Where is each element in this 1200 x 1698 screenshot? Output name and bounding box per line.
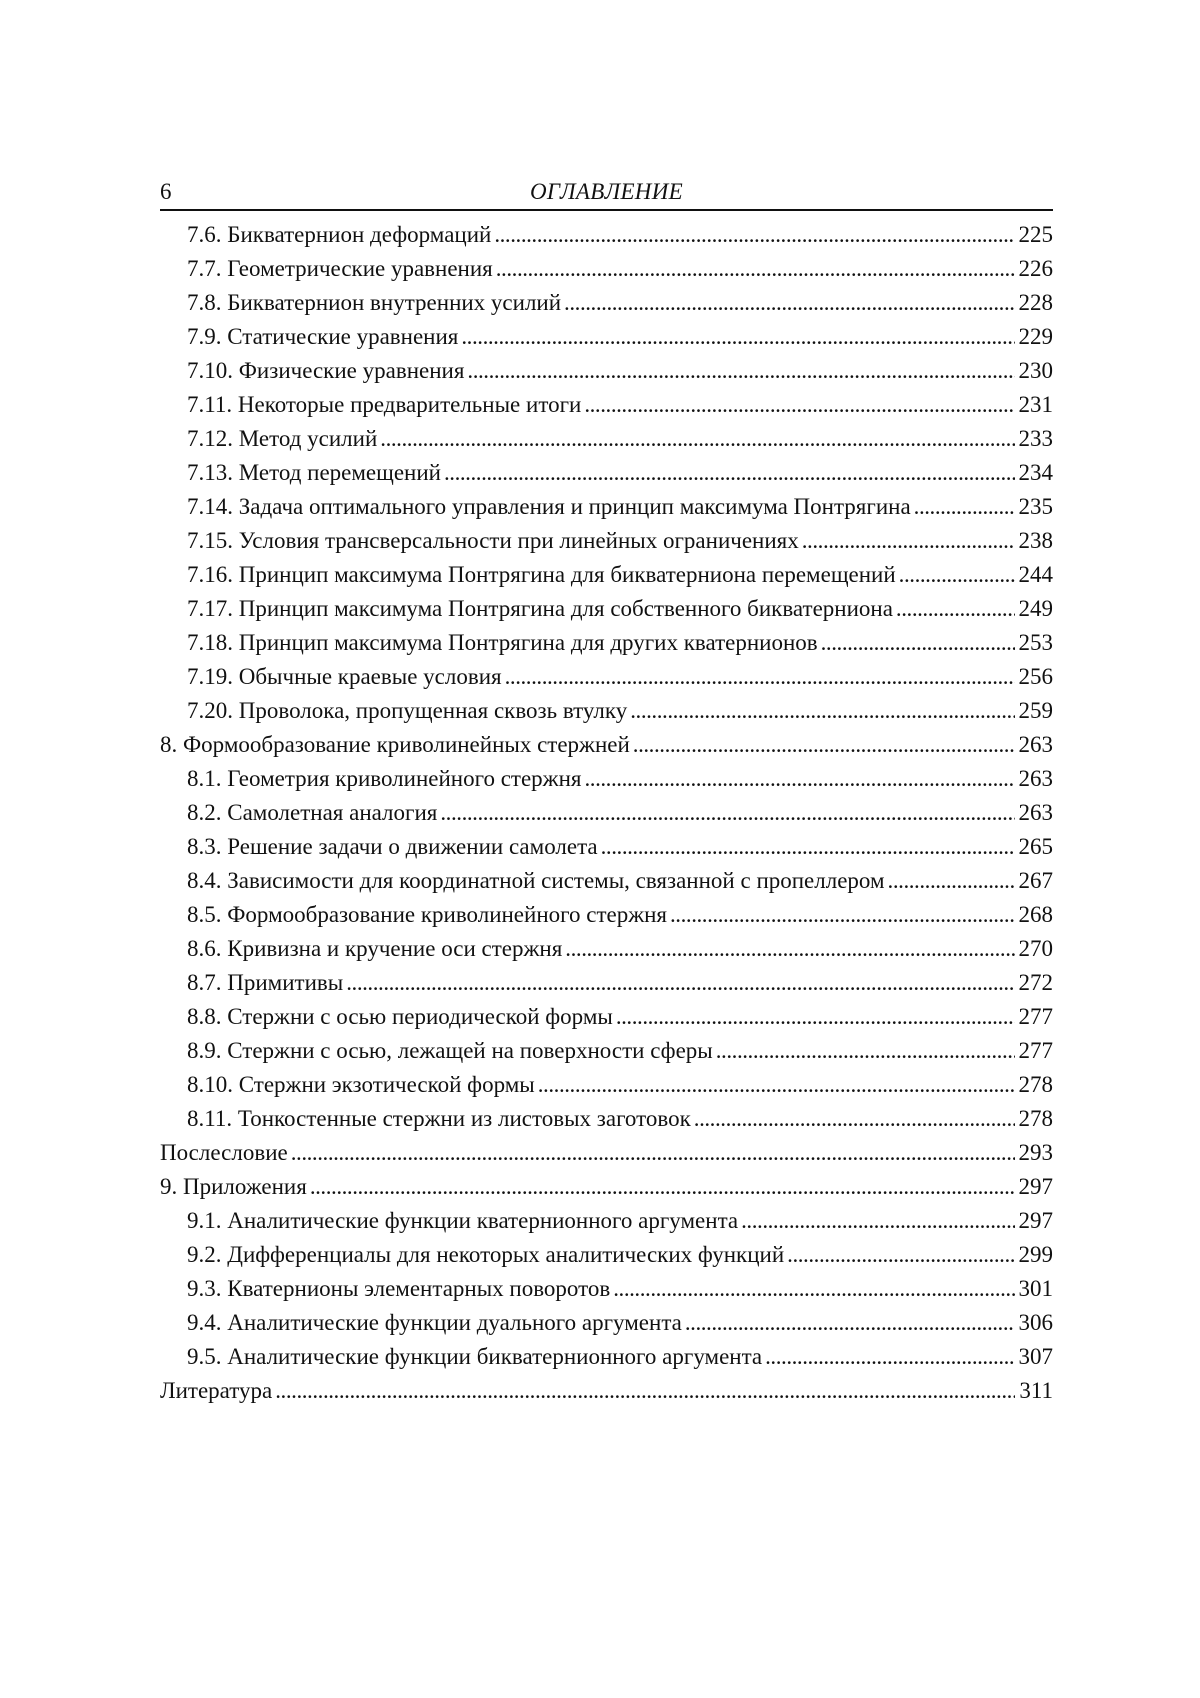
toc-entry-title: 9.1. Аналитические функции кватернионного аргумента [187,1204,738,1238]
toc-dot-leader [802,524,1015,558]
toc-dot-leader [613,1272,1015,1306]
toc-entry-title: 7.19. Обычные краевые условия [187,660,502,694]
toc-entry-title: 7.14. Задача оптимального управления и принцип максимума Понтрягина [187,490,911,524]
toc-dot-leader [538,1068,1015,1102]
toc-entry-page-number: 267 [1017,864,1053,898]
toc-dot-leader [741,1204,1015,1238]
toc-entry-title: 8.8. Стержни с осью периодической формы [187,1000,613,1034]
toc-entry-title: Литература [160,1374,272,1408]
toc-entry-page-number: 311 [1017,1374,1053,1408]
toc-entry-page-number: 263 [1017,762,1053,796]
toc-entry-page-number: 238 [1017,524,1053,558]
toc-entry-page-number: 244 [1017,558,1053,592]
toc-entry-page-number: 228 [1017,286,1053,320]
toc-dot-leader [633,728,1015,762]
toc-dot-leader [630,694,1015,728]
toc-entry-page-number: 256 [1017,660,1053,694]
toc-entry-title: 7.20. Проволока, пропущенная сквозь втулку [187,694,627,728]
toc-entry[interactable] [160,320,1053,354]
toc-entry-page-number: 268 [1017,898,1053,932]
toc-dot-leader [896,592,1015,626]
toc-entry-page-number: 272 [1017,966,1053,1000]
toc-entry[interactable] [160,592,1053,626]
toc-entry[interactable] [160,1136,1053,1170]
toc-entry-page-number: 230 [1017,354,1053,388]
toc-entry[interactable] [160,626,1053,660]
toc-dot-leader [601,830,1015,864]
toc-entry-page-number: 306 [1017,1306,1053,1340]
toc-entry-title: 8.10. Стержни экзотической формы [187,1068,535,1102]
toc-entry-title: 8.4. Зависимости для координатной системы, связанной с пропеллером [187,864,885,898]
toc-entry-title: 9.3. Кватернионы элементарных поворотов [187,1272,610,1306]
toc-entry[interactable] [160,1306,1053,1340]
toc-dot-leader [787,1238,1015,1272]
running-header-title: ОГЛАВЛЕНИЕ [160,176,1053,208]
toc-entry-title: 8.5. Формообразование криволинейного стержня [187,898,667,932]
toc-entry-title: 9. Приложения [160,1170,307,1204]
toc-entry-page-number: 233 [1017,422,1053,456]
toc-entry[interactable] [160,1204,1053,1238]
toc-dot-leader [505,660,1015,694]
toc-entry[interactable] [160,524,1053,558]
header-rule [160,209,1053,211]
toc-dot-leader [467,354,1015,388]
toc-entry-page-number: 277 [1017,1034,1053,1068]
toc-dot-leader [346,966,1015,1000]
toc-dot-leader [494,218,1015,252]
toc-entry[interactable] [160,796,1053,830]
toc-entry-page-number: 253 [1017,626,1053,660]
book-page [0,0,1200,1698]
toc-entry-page-number: 293 [1017,1136,1053,1170]
toc-dot-leader [670,898,1015,932]
toc-entry-title: 7.9. Статические уравнения [187,320,458,354]
toc-entry-page-number: 278 [1017,1068,1053,1102]
toc-entry-page-number: 263 [1017,728,1053,762]
toc-entry-page-number: 278 [1017,1102,1053,1136]
toc-dot-leader [584,762,1015,796]
toc-entry-page-number: 259 [1017,694,1053,728]
toc-entry[interactable] [160,660,1053,694]
toc-entry-title: 7.6. Бикватернион деформаций [187,218,491,252]
toc-entry-title: 8.7. Примитивы [187,966,343,1000]
toc-entry-title: 9.4. Аналитические функции дуального аргумента [187,1306,682,1340]
toc-entry[interactable] [160,1374,1053,1408]
toc-entry[interactable] [160,1272,1053,1306]
running-header [160,176,1053,208]
toc-entry-title: 7.16. Принцип максимума Понтрягина для бикватерниона перемещений [187,558,896,592]
toc-dot-leader [461,320,1015,354]
toc-entry-page-number: 229 [1017,320,1053,354]
toc-dot-leader [496,252,1015,286]
toc-entry-title: 9.5. Аналитические функции бикватернионного аргумента [187,1340,762,1374]
toc-dot-leader [888,864,1015,898]
toc-entry-page-number: 297 [1017,1170,1053,1204]
toc-entry[interactable] [160,558,1053,592]
toc-entry-page-number: 234 [1017,456,1053,490]
toc-entry-title: 7.7. Геометрические уравнения [187,252,493,286]
toc-entry[interactable] [160,1340,1053,1374]
toc-dot-leader [564,286,1015,320]
toc-entry-title: 7.10. Физические уравнения [187,354,464,388]
toc-entry-title: Послесловие [160,1136,288,1170]
toc-entry[interactable] [160,388,1053,422]
toc-entry[interactable] [160,286,1053,320]
toc-entry-title: 8.9. Стержни с осью, лежащей на поверхности сферы [187,1034,713,1068]
toc-dot-leader [694,1102,1015,1136]
toc-dot-leader [685,1306,1015,1340]
toc-dot-leader [716,1034,1015,1068]
toc-entry[interactable] [160,1034,1053,1068]
toc-dot-leader [765,1340,1015,1374]
toc-dot-leader [291,1136,1015,1170]
toc-entry[interactable] [160,694,1053,728]
toc-dot-leader [584,388,1015,422]
toc-entry-page-number: 307 [1017,1340,1053,1374]
toc-entry-title: 7.11. Некоторые предварительные итоги [187,388,581,422]
toc-entry[interactable] [160,490,1053,524]
toc-entry-page-number: 301 [1017,1272,1053,1306]
toc-entry-title: 8.1. Геометрия криволинейного стержня [187,762,581,796]
toc-entry[interactable] [160,830,1053,864]
toc-dot-leader [821,626,1015,660]
page-number: 6 [160,176,172,208]
toc-entry[interactable] [160,728,1053,762]
toc-entry-title: 7.13. Метод перемещений [187,456,441,490]
toc-entry[interactable] [160,456,1053,490]
toc-entry[interactable] [160,218,1053,252]
toc-entry[interactable] [160,1170,1053,1204]
toc-entry[interactable] [160,1102,1053,1136]
toc-entry-page-number: 277 [1017,1000,1053,1034]
toc-entry-title: 7.15. Условия трансверсальности при линейных ограничениях [187,524,799,558]
table-of-contents [160,218,1053,1408]
toc-entry-title: 7.17. Принцип максимума Понтрягина для собственного бикватерниона [187,592,893,626]
toc-dot-leader [565,932,1015,966]
toc-dot-leader [275,1374,1015,1408]
toc-dot-leader [914,490,1015,524]
toc-entry[interactable] [160,864,1053,898]
toc-entry[interactable] [160,1068,1053,1102]
toc-entry[interactable] [160,354,1053,388]
toc-entry-title: 9.2. Дифференциалы для некоторых аналитических функций [187,1238,784,1272]
toc-dot-leader [440,796,1015,830]
toc-entry-page-number: 270 [1017,932,1053,966]
toc-dot-leader [616,1000,1015,1034]
toc-entry-page-number: 235 [1017,490,1053,524]
toc-entry-title: 8.11. Тонкостенные стержни из листовых заготовок [187,1102,691,1136]
toc-entry[interactable] [160,252,1053,286]
toc-entry-title: 7.8. Бикватернион внутренних усилий [187,286,561,320]
toc-dot-leader [444,456,1015,490]
toc-entry-page-number: 226 [1017,252,1053,286]
toc-entry-page-number: 297 [1017,1204,1053,1238]
toc-entry-page-number: 265 [1017,830,1053,864]
toc-entry[interactable] [160,1000,1053,1034]
toc-entry[interactable] [160,966,1053,1000]
toc-entry-title: 7.18. Принцип максимума Понтрягина для других кватернионов [187,626,818,660]
toc-entry-page-number: 299 [1017,1238,1053,1272]
toc-entry[interactable] [160,1238,1053,1272]
toc-entry-title: 7.12. Метод усилий [187,422,377,456]
toc-entry-page-number: 225 [1017,218,1053,252]
toc-entry-title: 8.3. Решение задачи о движении самолета [187,830,598,864]
toc-dot-leader [899,558,1015,592]
toc-entry[interactable] [160,422,1053,456]
toc-dot-leader [310,1170,1015,1204]
toc-entry-page-number: 263 [1017,796,1053,830]
toc-entry[interactable] [160,762,1053,796]
toc-entry-title: 8. Формообразование криволинейных стержней [160,728,630,762]
toc-entry-page-number: 249 [1017,592,1053,626]
toc-entry[interactable] [160,898,1053,932]
toc-entry-title: 8.2. Самолетная аналогия [187,796,437,830]
toc-dot-leader [380,422,1015,456]
toc-entry-title: 8.6. Кривизна и кручение оси стержня [187,932,562,966]
toc-entry-page-number: 231 [1017,388,1053,422]
toc-entry[interactable] [160,932,1053,966]
